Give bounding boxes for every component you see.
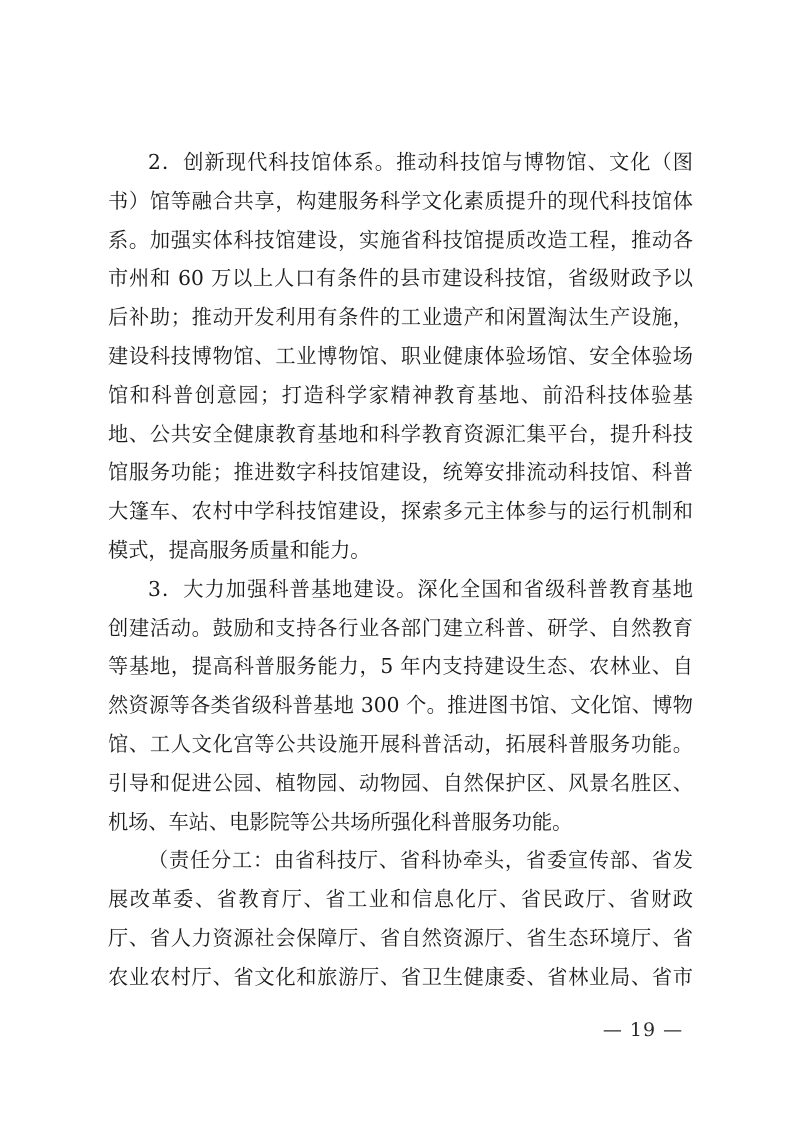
text-line: 市州和 60 万以上人口有条件的县市建设科技馆，省级财政予以 — [108, 266, 693, 291]
document-body — [108, 143, 693, 997]
text-line: 馆、工人文化宫等公共设施开展科普活动，拓展科普服务功能。 — [108, 731, 693, 756]
text-line: 建设科技博物馆、工业博物馆、职业健康体验场馆、安全体验场 — [108, 343, 693, 368]
text-line: 农业农村厅、省文化和旅游厅、省卫生健康委、省林业局、省市 — [108, 964, 693, 989]
text-line: 大篷车、农村中学科技馆建设，探索多元主体参与的运行机制和 — [108, 499, 693, 524]
text-line: 引导和促进公园、植物园、动物园、自然保护区、风景名胜区、 — [108, 770, 693, 795]
paragraph-end-line: 机场、车站、电影院等公共场所强化科普服务功能。 — [108, 809, 573, 834]
text-line: 然资源等各类省级科普基地 300 个。推进图书馆、文化馆、博物 — [108, 693, 693, 718]
paragraph-2-heading-line: 2．创新现代科技馆体系。推动科技馆与博物馆、文化（图 — [148, 150, 693, 174]
paragraph-3-heading-line: 3．大力加强科普基地建设。深化全国和省级科普教育基地 — [148, 576, 693, 601]
text-line: 厅、省人力资源社会保障厅、省自然资源厅、省生态环境厅、省 — [108, 925, 693, 950]
text-line: 后补助；推动开发利用有条件的工业遗产和闲置淘汰生产设施， — [108, 305, 693, 330]
text-line: 地、公共安全健康教育基地和科学教育资源汇集平台，提升科技 — [108, 421, 693, 446]
responsibility-paragraph-line: （责任分工：由省科技厅、省科协牵头，省委宣传部、省发 — [148, 848, 693, 873]
text-line: 馆服务功能；推进数字科技馆建设，统筹安排流动科技馆、科普 — [108, 460, 693, 485]
text-line: 等基地，提高科普服务能力，5 年内支持建设生态、农林业、自 — [108, 654, 693, 679]
paragraph-end-line: 模式，提高服务质量和能力。 — [108, 537, 371, 562]
page-number: — 19 — — [602, 1019, 684, 1041]
text-line: 书）馆等融合共享，构建服务科学文化素质提升的现代科技馆体 — [108, 188, 693, 213]
text-line: 馆和科普创意园；打造科学家精神教育基地、前沿科技体验基 — [108, 382, 693, 407]
text-line: 系。加强实体科技馆建设，实施省科技馆提质改造工程，推动各 — [108, 227, 693, 252]
text-line: 展改革委、省教育厅、省工业和信息化厅、省民政厅、省财政 — [108, 887, 693, 912]
text-line: 创建活动。鼓励和支持各行业各部门建立科普、研学、自然教育 — [108, 615, 693, 640]
